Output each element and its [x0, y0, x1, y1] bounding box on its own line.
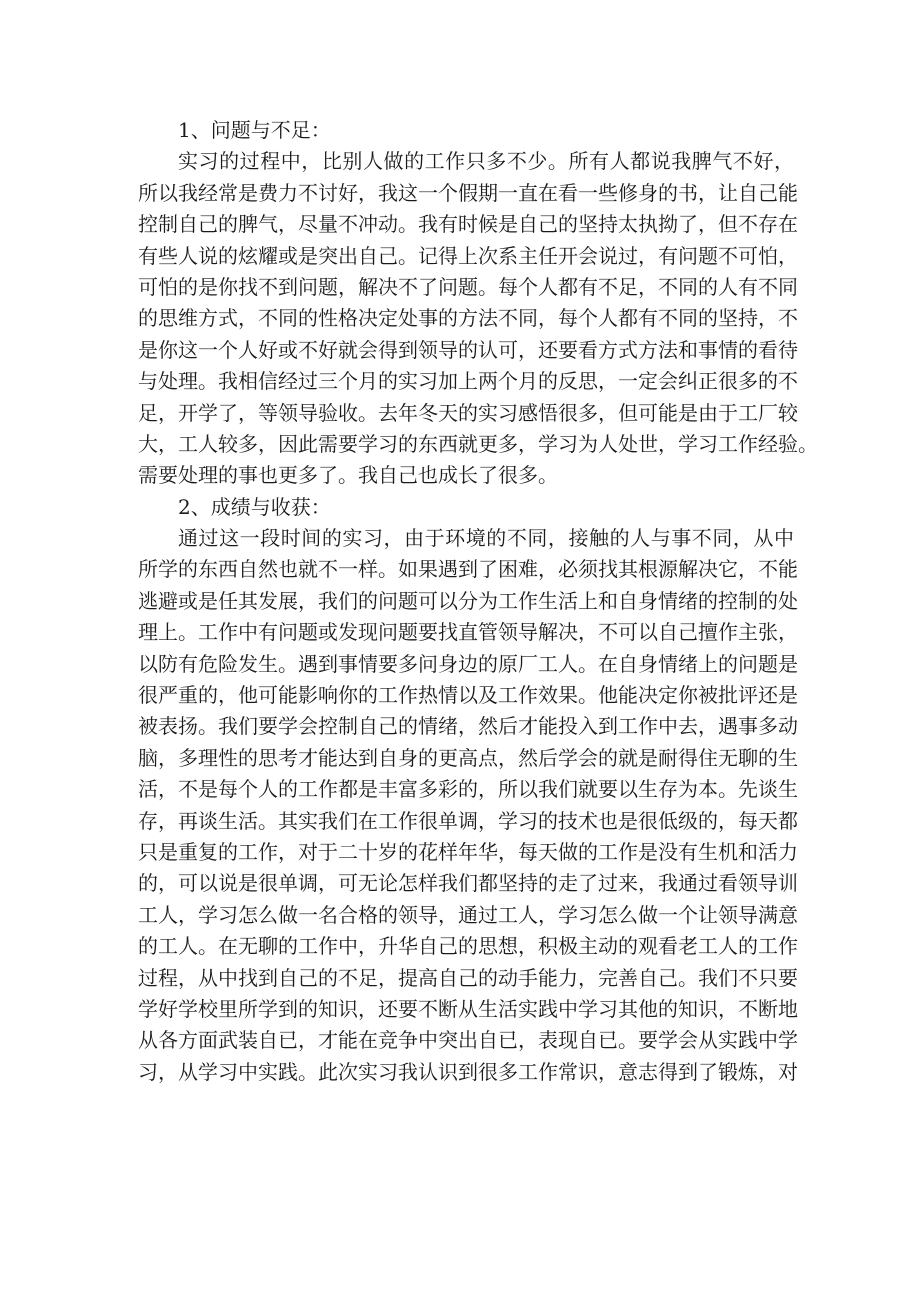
paragraph-line: 学好学校里所学到的知识，还要不断从生活实践中学习其他的知识，不断地 [138, 996, 798, 1021]
paragraph-line: 工人，学习怎么做一名合格的领导，通过工人，学习怎么做一个让领导满意 [138, 902, 798, 927]
paragraph-line: 有些人说的炫耀或是突出自己。记得上次系主任开会说过，有问题不可怕， [138, 243, 798, 268]
paragraph-line: 过程，从中找到自己的不足，提高自己的动手能力，完善自己。我们不只要 [138, 965, 798, 990]
paragraph-line: 习，从学习中实践。此次实习我认识到很多工作常识，意志得到了锻炼，对 [138, 1059, 798, 1084]
paragraph-line: 很严重的，他可能影响你的工作热情以及工作效果。他能决定你被批评还是 [138, 683, 798, 708]
paragraph-line: 以防有危险发生。遇到事情要多问身边的原厂工人。在自身情绪上的问题是 [138, 651, 798, 676]
paragraph-line: 的，可以说是很单调，可无论怎样我们都坚持的走了过来，我通过看领导训 [138, 871, 798, 896]
paragraph-line: 从各方面武装自已，才能在竞争中突出自已，表现自已。要学会从实践中学 [138, 1028, 798, 1053]
section-heading-achievements: 2、成绩与收获： [178, 494, 331, 519]
paragraph-line: 实习的过程中，比别人做的工作只多不少。所有人都说我脾气不好， [178, 149, 794, 174]
paragraph-line: 理上。工作中有问题或发现问题要找直管领导解决，不可以自己擅作主张， [138, 620, 798, 645]
paragraph-line: 的思维方式，不同的性格决定处事的方法不同，每个人都有不同的坚持，不 [138, 306, 798, 331]
document-body [138, 115, 818, 1088]
paragraph-line: 活，不是每个人的工作都是丰富多彩的，所以我们就要以生存为本。先谈生 [138, 777, 798, 802]
paragraph-line: 存，再谈生活。其实我们在工作很单调，学习的技术也是很低级的，每天都 [138, 808, 798, 833]
paragraph-line: 所以我经常是费力不讨好，我这一个假期一直在看一些修身的书，让自己能 [138, 180, 798, 205]
paragraph-line: 足，开学了，等领导验收。去年冬天的实习感悟很多，但可能是由于工厂较 [138, 400, 798, 425]
paragraph-line: 可怕的是你找不到问题，解决不了问题。每个人都有不足，不同的人有不同 [138, 274, 798, 299]
paragraph-line: 大，工人较多，因此需要学习的东西就更多，学习为人处世，学习工作经验。 [138, 431, 818, 456]
paragraph-line: 需要处理的事也更多了。我自己也成长了很多。 [138, 463, 558, 488]
paragraph-line: 逃避或是任其发展，我们的问题可以分为工作生活上和自身情绪的控制的处 [138, 588, 798, 613]
paragraph-line: 控制自己的脾气，尽量不冲动。我有时候是自己的坚持太执拗了，但不存在 [138, 212, 798, 237]
paragraph-line: 只是重复的工作，对于二十岁的花样年华，每天做的工作是没有生机和活力 [138, 839, 798, 864]
paragraph-line: 通过这一段时间的实习，由于环境的不同，接触的人与事不同，从中 [178, 526, 794, 551]
paragraph-line: 与处理。我相信经过三个月的实习加上两个月的反思，一定会纠正很多的不 [138, 369, 798, 394]
paragraph-line: 所学的东西自然也就不一样。如果遇到了困难，必须找其根源解决它，不能 [138, 557, 798, 582]
section-heading-problems: 1、问题与不足： [178, 118, 331, 142]
paragraph-line: 被表扬。我们要学会控制自己的情绪，然后才能投入到工作中去，遇事多动 [138, 714, 798, 739]
paragraph-line: 脑，多理性的思考才能达到自身的更高点，然后学会的就是耐得住无聊的生 [138, 745, 798, 770]
paragraph-line: 是你这一个人好或不好就会得到领导的认可，还要看方式方法和事情的看待 [138, 337, 798, 362]
paragraph-line: 的工人。在无聊的工作中，升华自己的思想，积极主动的观看老工人的工作 [138, 934, 798, 959]
